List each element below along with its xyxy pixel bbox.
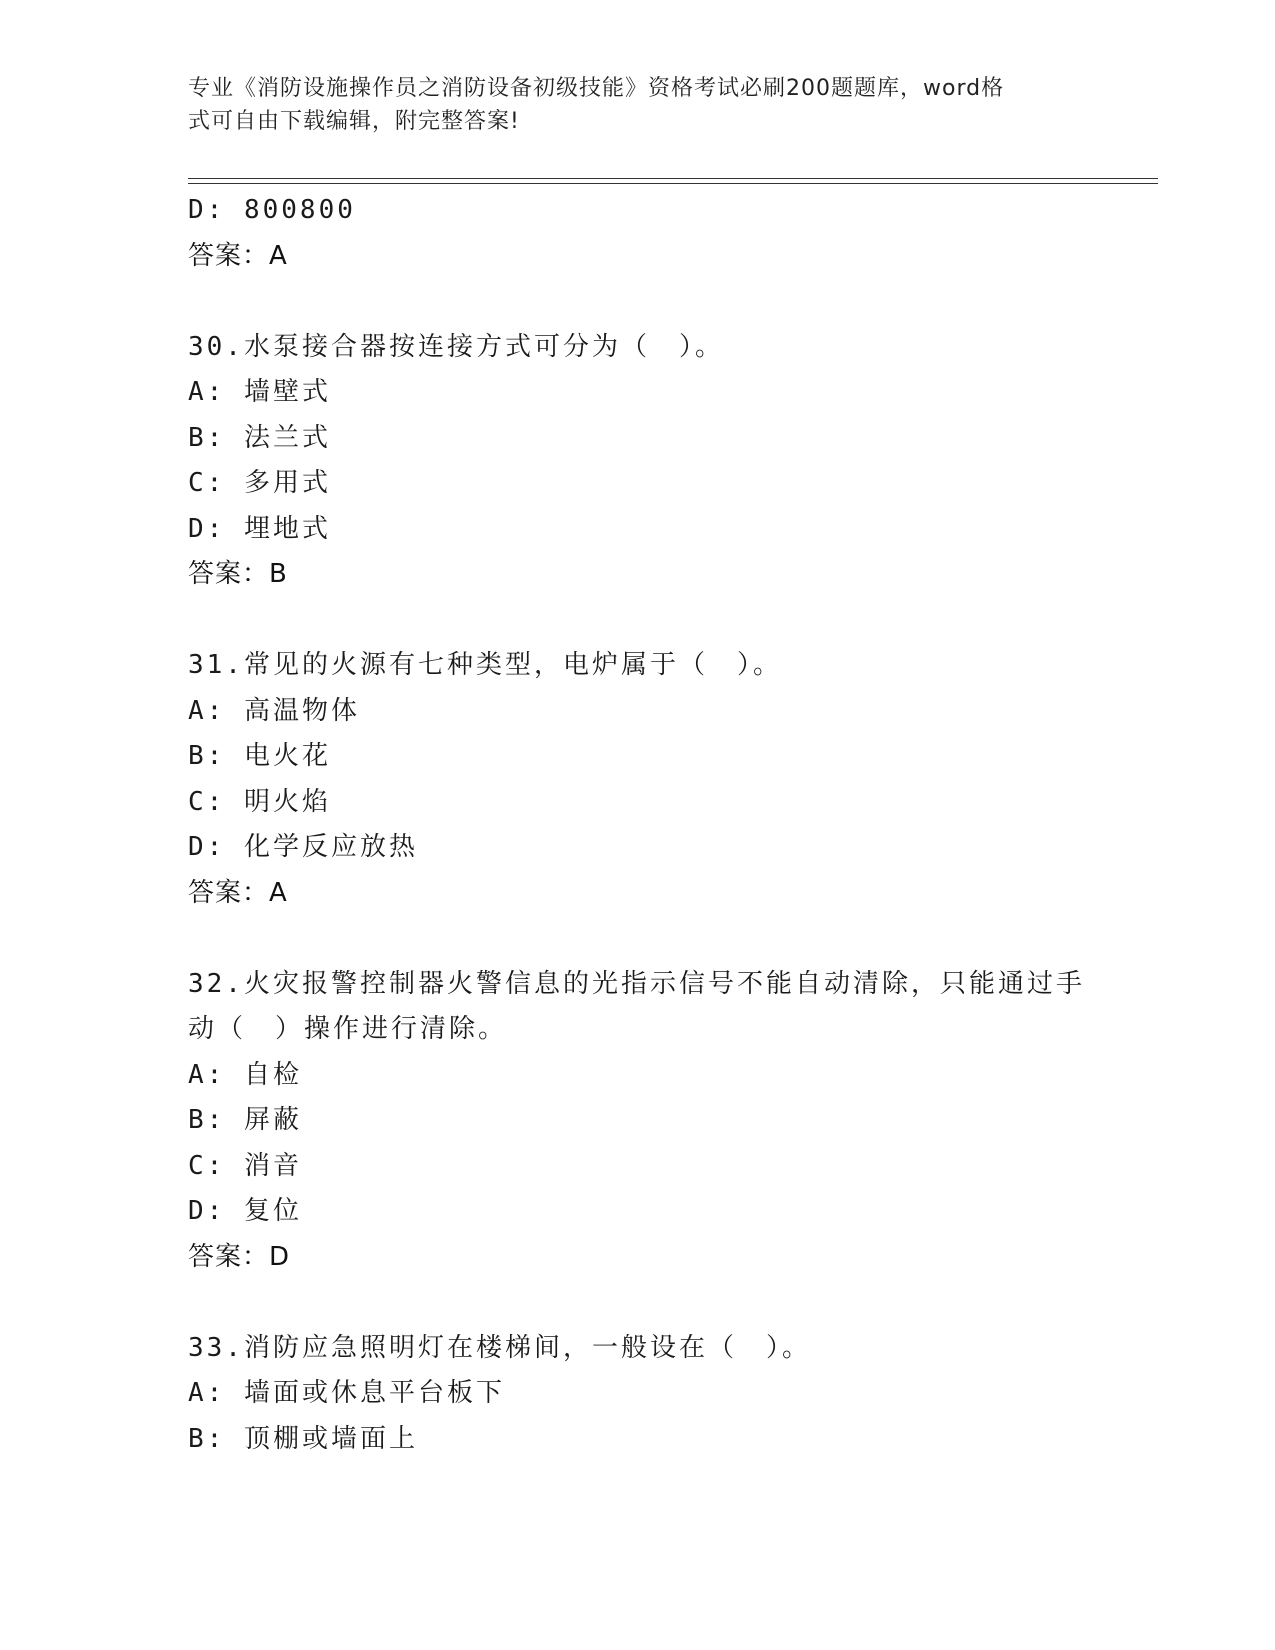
question-stem-line-1: 32.火灾报警控制器火警信息的光指示信号不能自动清除，只能通过手 (188, 968, 1085, 999)
option-d: D: 埋地式 (188, 513, 331, 544)
option-d: D: 800800 (188, 195, 356, 225)
option-d: D: 复位 (188, 1196, 302, 1226)
answer-line: 答案：A (188, 877, 288, 908)
question-stem-line-2: 动（ ）操作进行清除。 (188, 1014, 508, 1044)
question-stem: 31.常见的火源有七种类型，电炉属于（ ）。 (188, 650, 782, 680)
question-30 (188, 325, 1088, 598)
option-b: B: 屏蔽 (188, 1105, 302, 1135)
question-stem: 30.水泵接合器按连接方式可分为（ ）。 (188, 331, 724, 362)
question-32 (188, 962, 1088, 1281)
option-b: B: 法兰式 (188, 422, 331, 453)
option-c: C: 多用式 (188, 468, 331, 498)
question-content (188, 188, 1088, 1462)
header-rule-bottom (188, 183, 1158, 184)
answer-line: 答案：D (188, 1241, 291, 1272)
option-d: D: 化学反应放热 (188, 832, 418, 862)
previous-question-tail (188, 188, 1088, 279)
option-a: A: 墙壁式 (188, 377, 331, 407)
option-a: A: 自检 (188, 1059, 302, 1090)
answer-line: 答案：A (188, 240, 288, 271)
option-c: C: 消音 (188, 1150, 302, 1181)
question-stem: 33.消防应急照明灯在楼梯间，一般设在（ ）。 (188, 1332, 811, 1363)
document-header (188, 72, 1068, 138)
header-line-1: 专业《消防设施操作员之消防设备初级技能》资格考试必刷200题题库，word格 (188, 76, 1005, 101)
header-rule-top (188, 178, 1158, 179)
option-a: A: 高温物体 (188, 695, 360, 726)
question-33 (188, 1326, 1088, 1463)
answer-line: 答案：B (188, 559, 288, 589)
option-c: C: 明火焰 (188, 786, 331, 817)
option-a: A: 墙面或休息平台板下 (188, 1378, 505, 1408)
option-b: B: 电火花 (188, 741, 331, 771)
option-b: B: 顶棚或墙面上 (188, 1423, 418, 1454)
question-31 (188, 643, 1088, 916)
header-line-2: 式可自由下载编辑，附完整答案! (188, 109, 520, 134)
